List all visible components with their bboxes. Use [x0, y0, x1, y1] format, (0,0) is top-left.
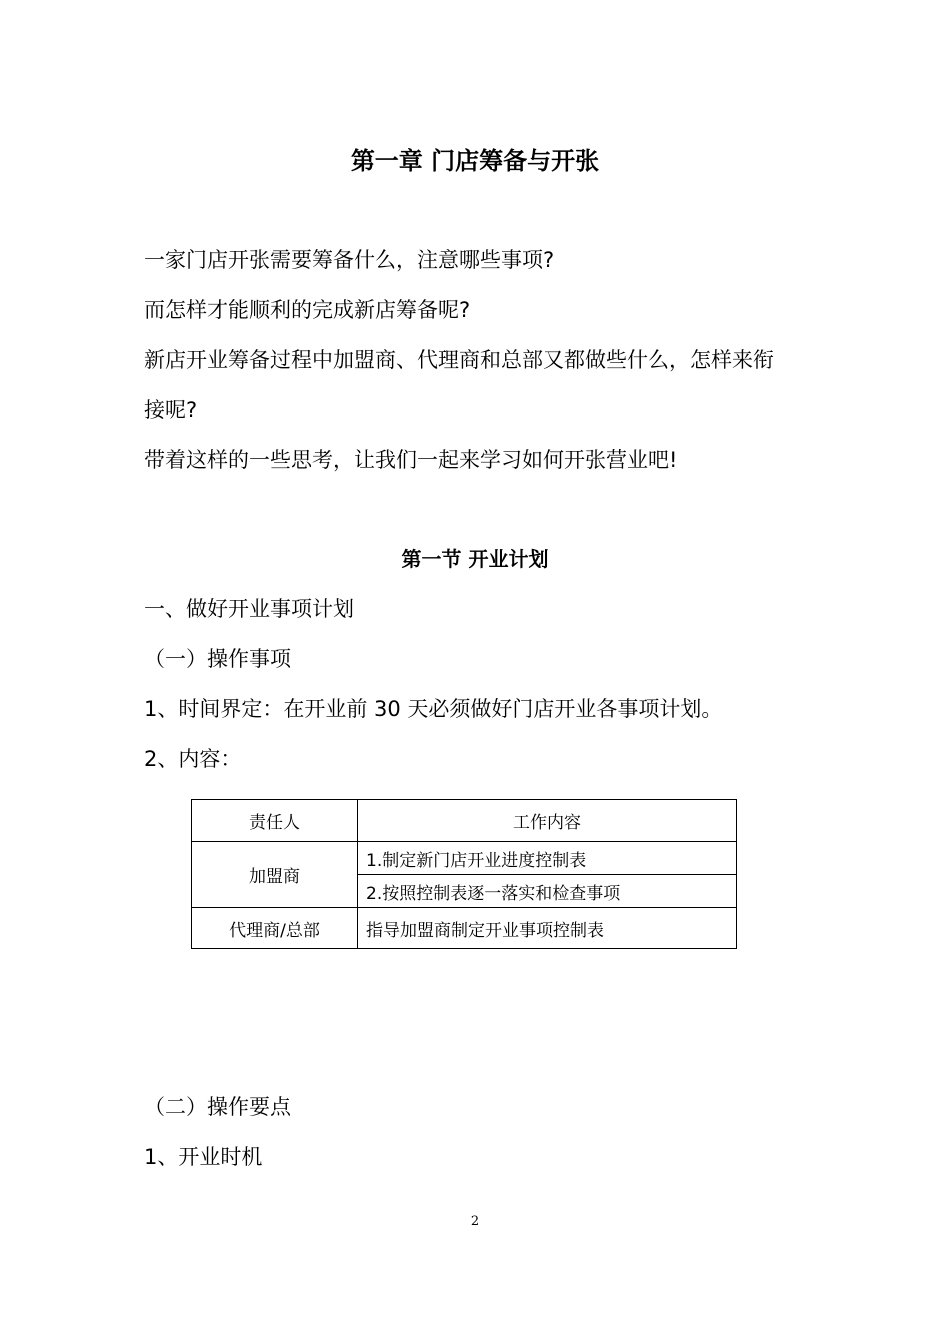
table-cell-person: 代理商/总部 — [192, 908, 358, 949]
table-row — [192, 842, 737, 875]
table-row — [192, 908, 737, 949]
table-header-row — [192, 800, 737, 842]
table-cell-task: 2.按照控制表逐一落实和检查事项 — [358, 875, 737, 908]
part2-item-1: 1、开业时机 — [144, 1145, 263, 1169]
intro-line-1: 一家门店开张需要筹备什么，注意哪些事项? — [144, 248, 555, 272]
part1-heading: 一、做好开业事项计划 — [144, 597, 354, 621]
table-cell-person: 加盟商 — [192, 842, 358, 908]
table-cell-task: 指导加盟商制定开业事项控制表 — [358, 908, 737, 949]
part1-item-2: 2、内容： — [144, 747, 242, 771]
page-number: 2 — [470, 1214, 480, 1229]
table-cell-task: 1.制定新门店开业进度控制表 — [358, 842, 737, 875]
intro-line-3a: 新店开业筹备过程中加盟商、代理商和总部又都做些什么，怎样来衔 — [144, 348, 774, 372]
part1-item-1: 1、时间界定：在开业前 30 天必须做好门店开业各事项计划。 — [144, 697, 723, 721]
table-header-work: 工作内容 — [358, 800, 737, 842]
responsibility-table — [191, 799, 737, 949]
intro-line-3b: 接呢? — [144, 398, 198, 422]
chapter-title: 第一章 门店筹备与开张 — [350, 147, 600, 175]
intro-line-2: 而怎样才能顺利的完成新店筹备呢? — [144, 298, 471, 322]
part2-subheading: （二）操作要点 — [144, 1095, 291, 1119]
table-header-person: 责任人 — [192, 800, 358, 842]
intro-line-4: 带着这样的一些思考，让我们一起来学习如何开张营业吧! — [144, 448, 678, 472]
section-title: 第一节 开业计划 — [401, 547, 549, 571]
part1-subheading: （一）操作事项 — [144, 647, 291, 671]
